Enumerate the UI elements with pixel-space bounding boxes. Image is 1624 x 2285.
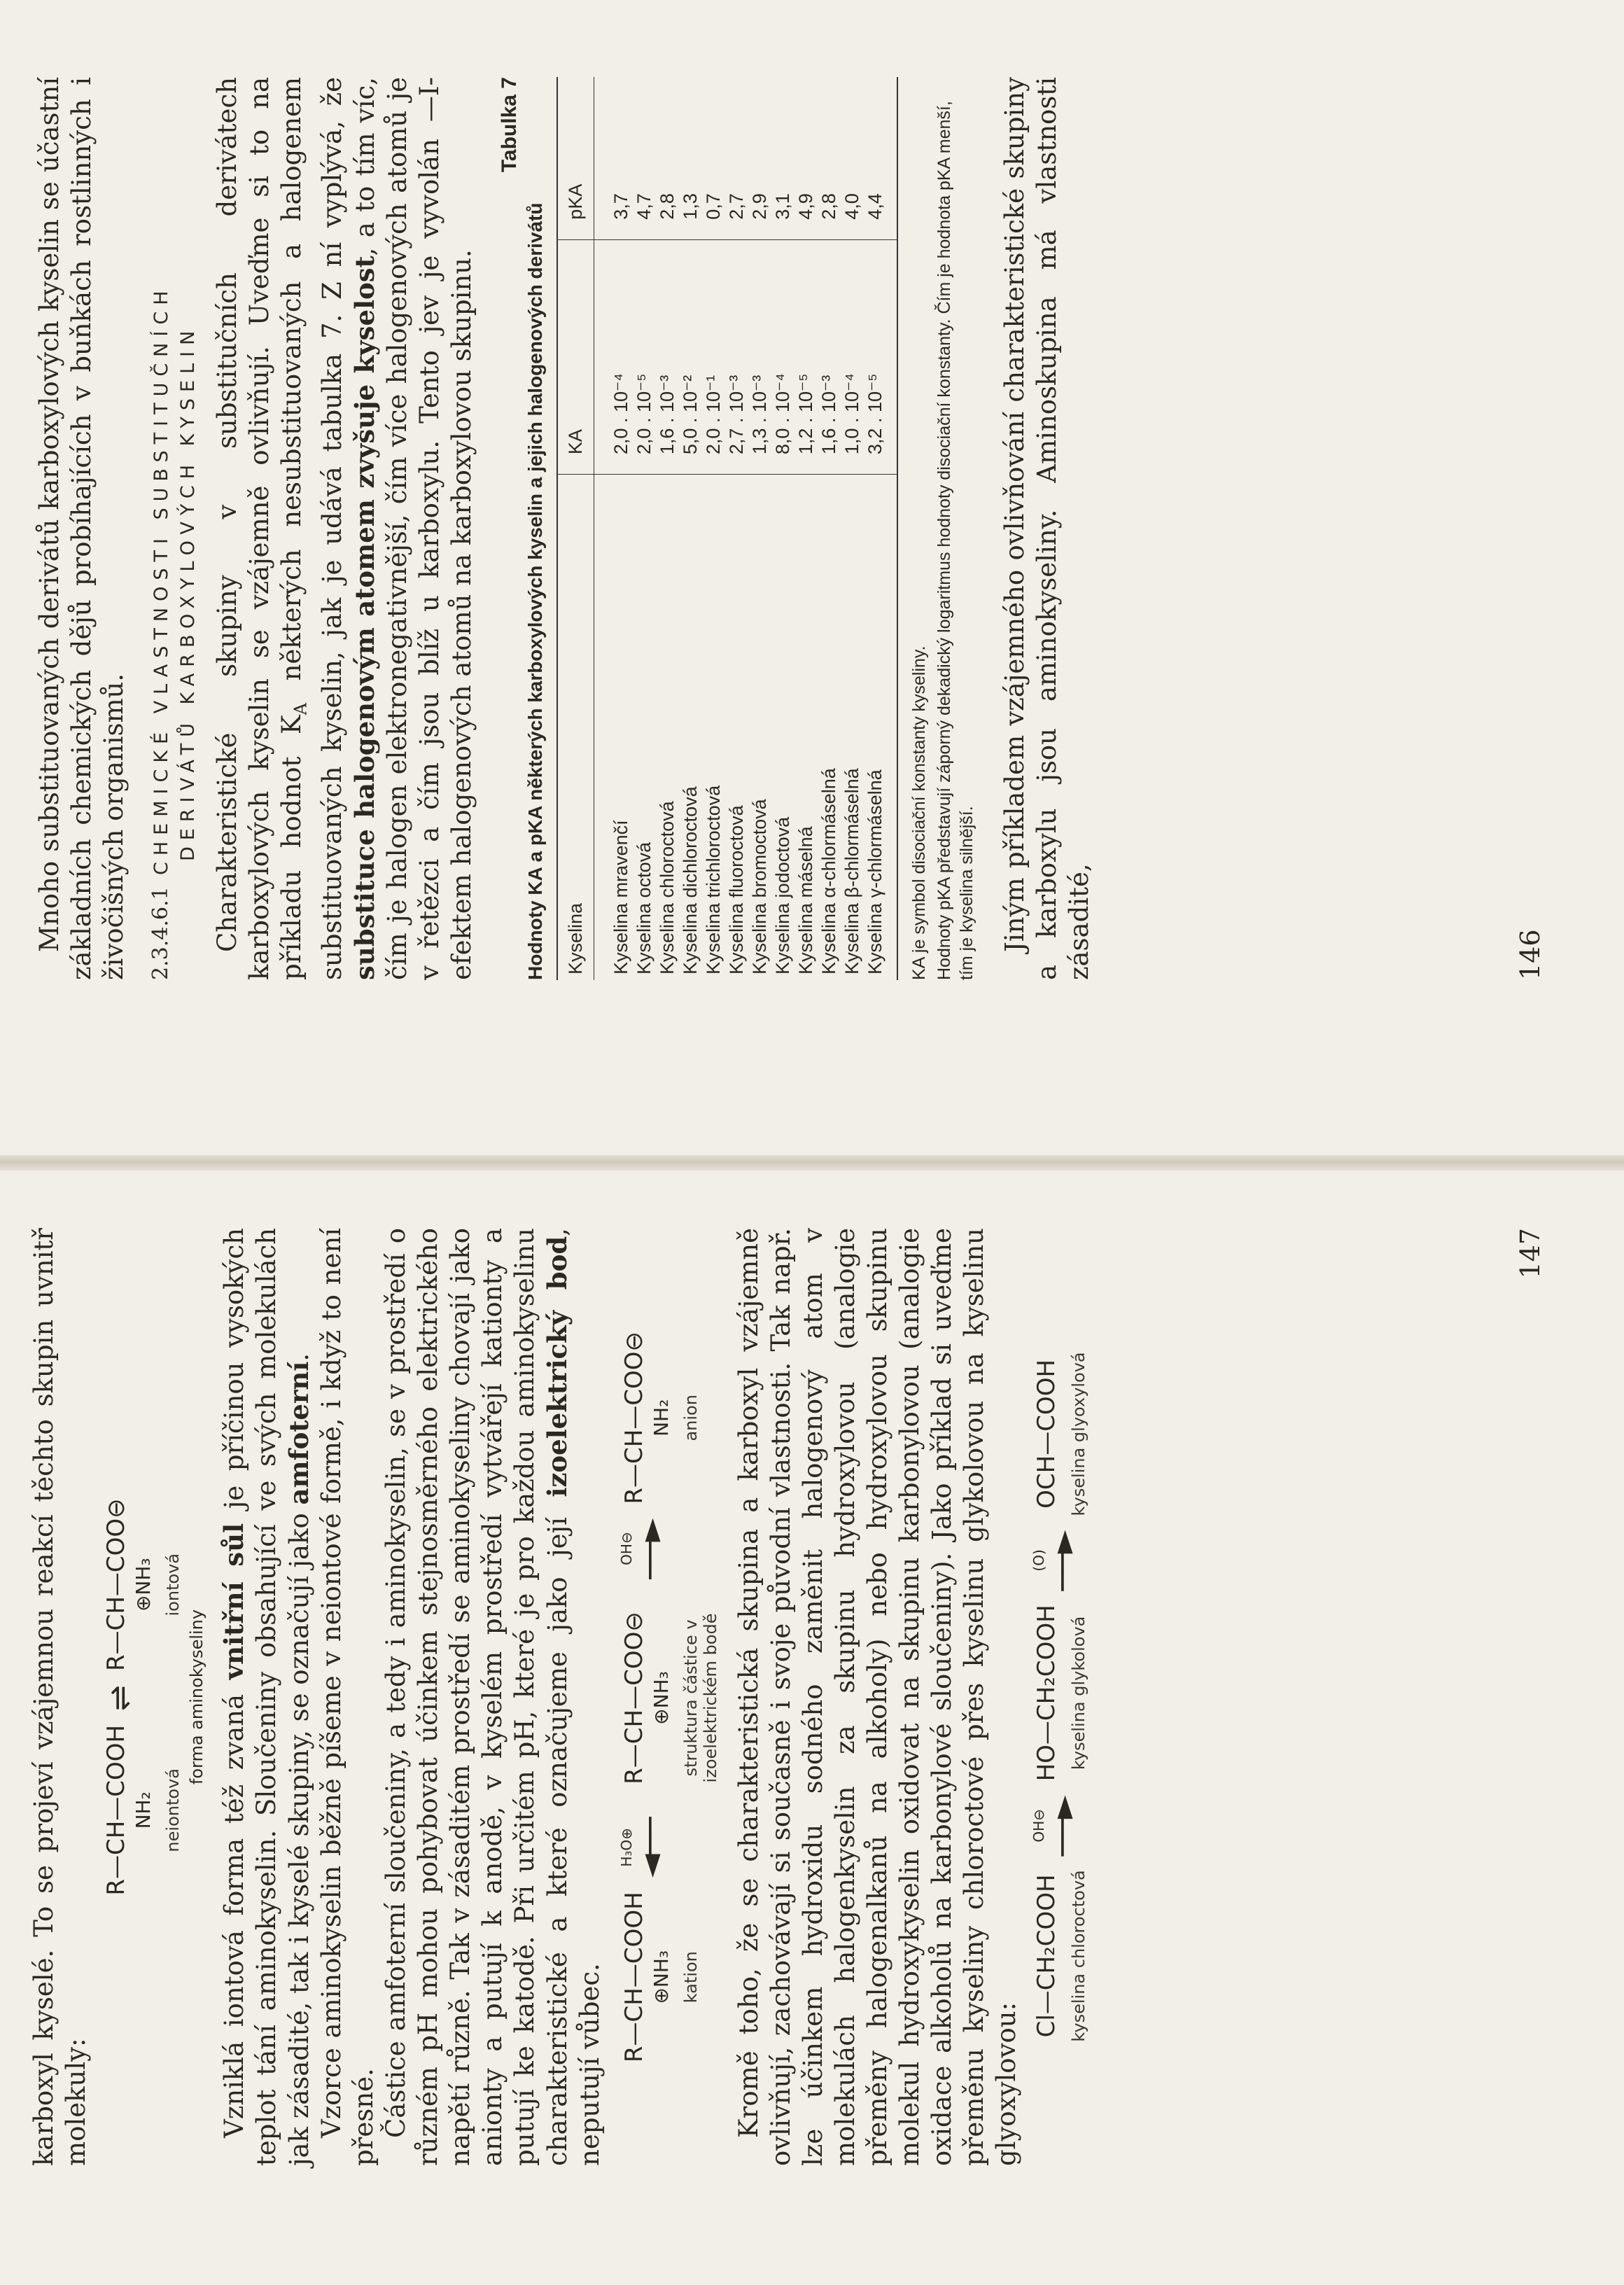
isoelectric-paragraph xyxy=(380,1228,606,2166)
para-bold: amfoterní xyxy=(284,1361,314,1505)
ka-cell: 2,0 . 10⁻¹ xyxy=(702,239,725,474)
header-kyselina: Kyselina xyxy=(557,475,594,980)
formula-label: anion xyxy=(681,1395,701,1441)
equation-isoelectric xyxy=(620,1228,720,2166)
formula-substituent: NH₂ xyxy=(650,1399,673,1437)
formula: HO—CH₂COOH xyxy=(1032,1605,1060,1782)
cation-form xyxy=(620,1892,701,2062)
acid-name-cell: Kyselina octová xyxy=(634,841,655,974)
acid-name-cell: Kyselina bromoctová xyxy=(749,799,771,974)
pka-cell: 4,9 xyxy=(794,77,818,239)
page-146-region xyxy=(0,14,1624,1148)
nonionic-form xyxy=(102,1725,183,1896)
section-title-line-1: CHEMICKÉ VLASTNOSTI SUBSTITUČNÍCH xyxy=(150,284,172,875)
ka-cell: 8,0 . 10⁻⁴ xyxy=(771,239,794,474)
arrow-label: (O) xyxy=(1030,1549,1047,1572)
para-text: , neputují vůbec. xyxy=(542,1228,605,2166)
para-text: Vzniklá iontová forma též zvaná xyxy=(219,1679,249,2138)
ka-cell: 2,7 . 10⁻³ xyxy=(725,239,748,474)
table-row xyxy=(633,77,656,980)
pka-cell: 4,7 xyxy=(633,77,656,239)
pka-cell: 2,8 xyxy=(656,77,679,239)
chloroacetic-acid xyxy=(1032,1870,1088,2041)
formula-substituent: NH₂ xyxy=(132,1791,155,1829)
acid-name-cell: Kyselina dichloroctová xyxy=(680,786,701,974)
pka-cell: 2,9 xyxy=(748,77,771,239)
para-text: některých nesubstituovaných a halogenem substituovaných kyselin, jak je udává tabulka 7. Z ní vyplývá, že xyxy=(276,76,348,980)
acidity-paragraph: Charakteristické skupiny v substitučních derivátech karboxylových kyselin se vzájemně ovlivňují. Uveďme si to na příkladu hodnot $K_A$ některých nesubstituovaných a halogenem substituovaných kyselin, jak je udává tabulka 7. Z ní vyplývá, že substituce halogenovým atomem zvyšuje kyselost, a to tím víc, čím je halogen elektronegativnější, čím více halogenových atomů je v řetězci a čím jsou blíž u karboxylu. Tento jev je vyvolán —I-efektem halogenových atomů na karboxylovou skupinu. xyxy=(212,76,477,980)
formula: Cl—CH₂COOH xyxy=(1032,1874,1060,2038)
table-row xyxy=(594,77,634,980)
formula-label: kation xyxy=(681,1951,701,2004)
formula-substituent: ⊕NH₃ xyxy=(650,1950,673,2004)
formula-substituent: ⊕NH₃ xyxy=(650,1671,673,1725)
para-text: Částice amfoterní sloučeniny, a tedy i aminokyselin, se v prostředí o různém pH mohou pohybovat účinkem stejnosměrného elektrického napětí různě. Tak v zásaditém prostředí se aminokyseliny chovají jako anionty a putují k anodě, v kyselém prostředí vytvářejí kationty a putují ke katodě. Při určitém pH, které je pro každou aminokyselinu charakteristické a které označujeme jako její xyxy=(381,1228,573,2166)
formula-label: neiontová xyxy=(163,1768,183,1852)
formula: R—CH—COO⊖ xyxy=(620,1331,648,1504)
arrow-label: OH⊖ xyxy=(1030,1809,1047,1843)
page-147-region xyxy=(0,1151,1624,2285)
section-title-line-2: DERIVÁTŮ KARBOXYLOVÝCH KYSELIN xyxy=(177,324,199,861)
formula-label: kyselina glyoxylová xyxy=(1069,1352,1088,1516)
table-row xyxy=(656,77,679,980)
para-text: . xyxy=(284,1353,314,1362)
acid-name-cell: Kyselina trichloroctová xyxy=(703,785,724,974)
section-number: 2.3.4.6.1 xyxy=(148,886,173,980)
pka-cell: 3,7 xyxy=(594,77,634,239)
pka-cell: 2,7 xyxy=(725,77,748,239)
acid-name-cell: Kyselina α-chlormáselná xyxy=(818,768,840,974)
acid-name-cell: Kyselina γ-chlormáselná xyxy=(864,475,897,980)
ionic-form xyxy=(102,1498,183,1671)
anion-form xyxy=(620,1332,701,1504)
acid-name-cell: Kyselina mravenčí xyxy=(610,820,632,974)
ka-cell: 1,2 . 10⁻⁵ xyxy=(794,239,818,474)
formula: R—CH—COO⊖ xyxy=(620,1612,648,1784)
table-body xyxy=(594,77,898,980)
formula: OCH—COOH xyxy=(1032,1359,1060,1509)
para-text: je příčinou vysokých teplot tání aminokyselin. Sloučeniny obsahující ve svých molekulách jak zásadité, tak i kyselé skupiny, se označují jako xyxy=(219,1228,314,2166)
para-bold: vnitřní sůl xyxy=(218,1523,249,1680)
formula-label: struktura částice v izoelektrickém bodě xyxy=(681,1613,720,1783)
page-number-146: 146 xyxy=(1515,929,1546,980)
ka-cell: 5,0 . 10⁻² xyxy=(679,239,702,474)
formula-label: kyselina glykolová xyxy=(1069,1616,1088,1770)
table-row xyxy=(725,77,748,980)
ka-cell: 2,0 . 10⁻⁵ xyxy=(633,239,656,474)
pka-cell: 2,8 xyxy=(818,77,841,239)
table-label: Tabulka 7 xyxy=(498,77,522,173)
acid-constants-table xyxy=(556,77,898,980)
formula-note-paragraph: Vzorce aminokyselin běžně píšeme v neiontové formě, i když to není přesné. xyxy=(316,1228,379,2166)
section-heading xyxy=(148,77,202,980)
formula: R—CH—COOH xyxy=(102,1724,130,1896)
glycolic-acid xyxy=(1032,1605,1088,1781)
para-bold: substituce halogenovým atomem zvyšuje kyselost xyxy=(349,256,381,980)
formula-substituent: ⊕NH₃ xyxy=(132,1558,155,1612)
arrow-label: H₃O⊕ xyxy=(618,1828,635,1867)
formula-label: kyselina chloroctová xyxy=(1069,1870,1088,2042)
right-arrow-icon: (O) ──► xyxy=(1030,1530,1081,1591)
ka-cell: 1,0 . 10⁻⁴ xyxy=(841,239,864,474)
acid-name-cell: Kyselina β-chlormáselná xyxy=(841,768,863,974)
page-146 xyxy=(0,77,1624,980)
ka-cell: 1,3 . 10⁻³ xyxy=(748,239,771,474)
table-header-row xyxy=(557,77,594,980)
header-pka: pKA xyxy=(557,77,594,239)
para-bold: izoelektrický bod xyxy=(542,1236,573,1497)
pka-cell: 0,7 xyxy=(702,77,725,239)
arrow-label: OH⊖ xyxy=(618,1532,635,1565)
formula-label: iontová xyxy=(163,1553,183,1616)
section-title xyxy=(148,285,202,876)
table-title: Hodnoty KA a pKA některých karboxylových kyselin a jejich halogenových derivátů xyxy=(524,202,547,980)
acid-name-cell: Kyselina máselná xyxy=(795,826,817,974)
continuation-paragraph: karboxyl kyselé. To se projeví vzájemnou reakcí těchto skupin uvnitř molekuly: xyxy=(29,1228,91,2166)
table-row xyxy=(748,77,771,980)
ka-cell: 2,0 . 10⁻⁴ xyxy=(594,239,634,474)
pka-cell: 4,4 xyxy=(864,77,897,239)
final-paragraph: Jiným příkladem vzájemného ovlivňování charakteristické skupiny a karboxylu jsou aminokyseliny. Aminoskupina má vlastnosti zásadité, xyxy=(1000,77,1095,980)
equilibrium-arrow-icon: ⇌ xyxy=(102,1685,138,1711)
pka-cell: 3,1 xyxy=(771,77,794,239)
table-row xyxy=(841,77,864,980)
equation-caption: forma aminokyseliny xyxy=(187,1609,206,1785)
acid-name-cell: Kyselina fluoroctová xyxy=(726,805,748,974)
reactions-paragraph: Kromě toho, že se charakteristická skupina a karboxyl vzájemně ovlivňují, zachovávají si současně i svoje původní vlastnosti. Tak např. lze účinkem hydroxidu sodného zaměnit halogenový atom v molekulách halogenkyselin za skupinu hydroxylovou (analogie přeměny halogenalkanů na alkoholy) nebo hydroxylovou skupinu molekul hydroxykyselin oxidovat na skupinu karbonylovou (analogie oxidace alkoholů na karbonylové sloučeniny). Jako příklad si uveďme přeměnu kyseliny chloroctové přes kyselinu glykolovou na kyselinu glyoxylovou: xyxy=(734,1228,1021,2166)
equation-conversion xyxy=(1032,1228,1088,2166)
pka-cell: 4,0 xyxy=(841,77,864,239)
ka-cell: 1,6 . 10⁻³ xyxy=(818,239,841,474)
equation-ionic-form xyxy=(102,1228,183,2166)
ka-cell: 3,2 . 10⁻⁵ xyxy=(864,239,897,474)
formula: R—CH—COO⊖ xyxy=(102,1498,130,1672)
acid-name-cell: Kyselina jodoctová xyxy=(772,816,794,974)
intro-paragraph: Mnoho substituovaných derivátů karboxylových kyselin se účastní základních chemických dějů probíhajících v buňkách rostlinných i živočišných organismů. xyxy=(34,77,129,980)
table-row xyxy=(818,77,841,980)
zwitterion-form xyxy=(620,1593,720,1803)
formula: R—CH—COOH xyxy=(620,1892,648,2063)
acid-name-cell: Kyselina chloroctová xyxy=(657,801,678,974)
header-ka: KA xyxy=(557,239,594,474)
table-row xyxy=(702,77,725,980)
para-text: , a to tím víc, čím je halogen elektronegativnější, čím více halogenových atomů je v řetězci a čím jsou blíž u karboxylu. Tento jev je vyvolán —I-efektem halogenových atomů na karboxylovou skupinu. xyxy=(350,77,477,980)
right-arrow-icon: OH⊖ ──► xyxy=(618,1518,668,1579)
page-number-147: 147 xyxy=(1515,1228,1546,1279)
table-row xyxy=(679,77,702,980)
page-147 xyxy=(0,1228,1624,2166)
para-text: Charakteristické skupiny v substitučních derivátech karboxylových kyselin se vzájemně ovlivňují. Uveďme si to na příkladu hodnot K xyxy=(212,77,307,980)
inner-salt-paragraph xyxy=(218,1228,316,2166)
pka-cell: 1,3 xyxy=(679,77,702,239)
table-note-2: Hodnoty pKA představují záporný dekadický logaritmus hodnoty disociační konstanty. Čím je hodnota pKA menší, tím je kyselina silnější. xyxy=(934,101,977,980)
table-row xyxy=(794,77,818,980)
table-note-1: KA je symbol disociační konstanty kyseliny. xyxy=(909,645,930,980)
ka-cell: 1,6 . 10⁻³ xyxy=(656,239,679,474)
table-row xyxy=(864,77,897,980)
table-row xyxy=(771,77,794,980)
glyoxylic-acid xyxy=(1032,1352,1088,1516)
right-arrow-icon: OH⊖ ──► xyxy=(1030,1795,1081,1857)
left-arrow-icon: H₃O⊕ ◄── xyxy=(618,1817,668,1878)
